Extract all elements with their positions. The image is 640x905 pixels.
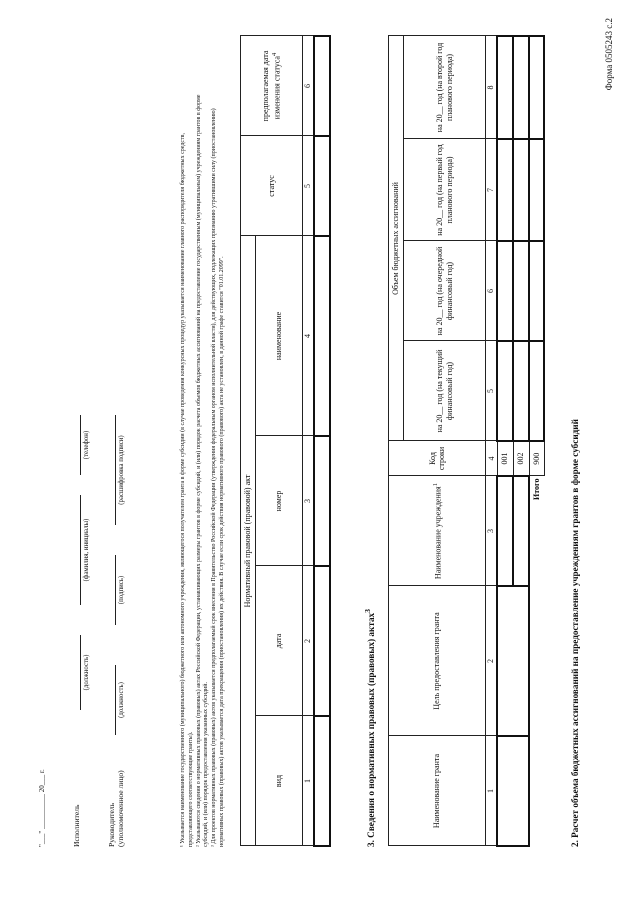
footnote: ³ Для проектов нормативных правовых (правовых) актов указывается предполагаемый срок внесения в Правительство Российской Федерации (утверждения федеральным органом исполнительной власти), для действующих, подлежащих признанию утратившими силу (приостановлению) нормативных правовых (правовых) актов указывается дата прекращения (приостановления) их действия. В случае если срок действия нормативного правового (правового) акта не установлен, в данной графе ставится "01.01.2099". [211,108,225,847]
cell-institution[interactable] [497,476,513,586]
cell-act-expected-date[interactable] [314,36,330,136]
position-line[interactable] [115,665,116,735]
total-value[interactable] [529,341,544,441]
cell-value[interactable] [513,139,529,241]
decoding-caption: (расшифровка подписи) [118,435,125,505]
cell-value[interactable] [497,341,513,441]
grants-table [388,35,545,847]
signature-line[interactable] [115,555,116,625]
acts-table [240,35,331,847]
executor-position-caption: (должность) [83,654,90,691]
cell-act-name[interactable] [314,236,330,436]
executor-label: Исполнитель [72,804,81,847]
phone-caption: (телефон) [83,430,90,460]
col-number: 4 [303,236,315,436]
col-number: 1 [486,736,498,846]
total-label: Итого [532,478,542,500]
col-number: 7 [486,139,498,241]
cell-value[interactable] [497,139,513,241]
row-code: 002 [513,441,529,476]
position-caption: (должность) [118,682,125,718]
cell-grant-name[interactable] [497,736,529,846]
cell-value[interactable] [497,36,513,139]
total-value[interactable] [529,241,544,341]
head-label: Руководитель (уполномоченное лицо) [107,770,125,847]
header-number: номер [256,436,303,566]
cell-act-type[interactable] [314,716,330,846]
total-value[interactable] [529,139,544,241]
cell-act-number[interactable] [314,436,330,566]
cell-value[interactable] [513,36,529,139]
cell-value[interactable] [513,341,529,441]
header-name: наименование [256,236,303,436]
signature-caption: (подпись) [118,575,125,605]
footnotes [180,87,227,847]
cell-value[interactable] [497,241,513,341]
col-number: 3 [486,476,498,586]
col-number: 3 [303,436,315,566]
executor-position-line[interactable] [80,635,81,710]
col-number: 2 [303,566,315,716]
header-year-current: на 20__ год (на текущий финансовый год) [404,341,486,441]
total-code: 900 [529,441,544,476]
section3-title: 3. Сведения о нормативных правовых (правовых) актах$^3$ [363,609,377,847]
col-number: 8 [486,36,498,139]
col-number: 4 [486,441,498,476]
header-institution: Наименование учреждения$^1$ [389,476,486,586]
footnote: ¹ Указывается наименование государственного (муниципального) бюджетного или автономного учреждения, являющегося получателем гранта в форме субсидии (в случае проведения конкурсных процедур указывается наименование главного распорядителя бюджетных средств, представляющего соответствующие гранты). [180,133,194,847]
header-line-code: Код строки [389,441,486,476]
header-expected-date: предполагаемая дата изменения статуса$^4$ [241,36,303,136]
col-number: 6 [303,36,315,136]
col-number: 6 [486,241,498,341]
header-status: статус [241,136,303,236]
col-number: 1 [303,716,315,846]
cell-purpose[interactable] [497,586,529,736]
total-value[interactable] [529,36,544,139]
col-number: 5 [486,341,498,441]
header-grant-name: Наименование гранта [389,736,486,846]
cell-value[interactable] [513,241,529,341]
footnote: ² Указываются сведения о нормативных правовых (правовых) актах Российской Федерации, устанавливающих размеры грантов в форме субсидий, и (или) порядок расчета объемов бюджетных ассигнований на предоставление государственным (муниципальным) учреждениям грантов в форме субсидий, и (или) порядок предоставления указанных субсидий. [195,94,210,847]
header-year-next: на 20__ год (на очередной финансовый год) [404,241,486,341]
row-code: 001 [497,441,513,476]
header-act: Нормативный правовой (правовой) акт [241,236,256,846]
header-date: дата [256,566,303,716]
form-code: Форма 0505243 с.2 [604,18,614,91]
header-purpose: Цель предоставления гранта [389,586,486,736]
header-volume: Объем бюджетных ассигнований [389,36,404,441]
header-year-plan1: на 20__ год (на первый год планового периода) [404,139,486,241]
col-number: 2 [486,586,498,736]
executor-name-caption: (фамилия, инициалы) [83,518,90,582]
cell-institution[interactable] [513,476,529,586]
decoding-line[interactable] [115,415,116,525]
col-number: 5 [303,136,315,236]
executor-name-line[interactable] [80,495,81,605]
cell-act-status[interactable] [314,136,330,236]
date-line[interactable]: "___" __________ 20___ г. [38,769,46,847]
header-year-plan2: на 20__ год (на второй год планового периода) [404,36,486,139]
phone-line[interactable] [80,415,81,475]
section2-title: 2. Расчет объема бюджетных ассигнований на предоставление учреждениям грантов в форме субсидий [570,419,580,847]
cell-act-date[interactable] [314,566,330,716]
header-type: вид [256,716,303,846]
